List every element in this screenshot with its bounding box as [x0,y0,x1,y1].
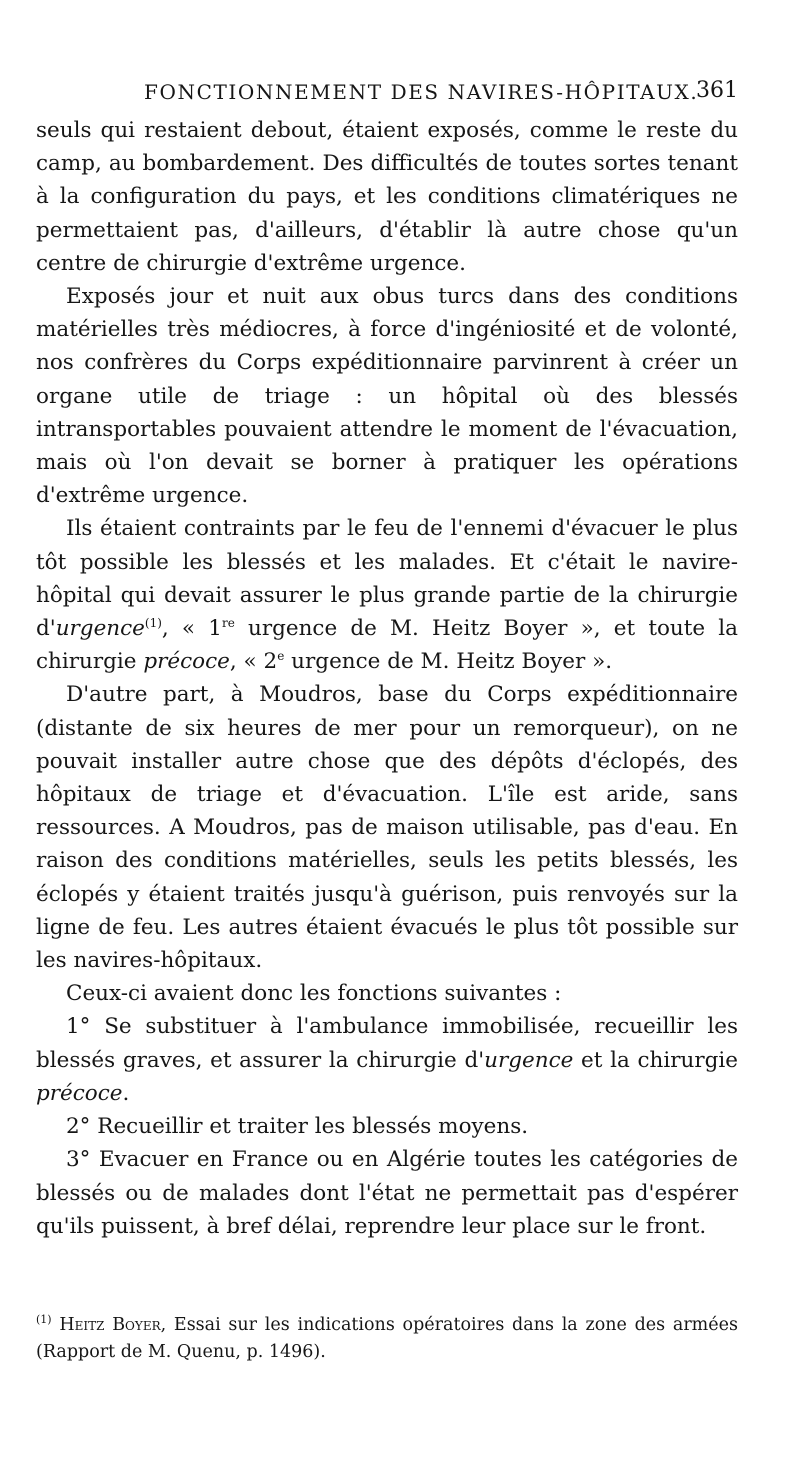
paragraph-3 [36,512,738,678]
paragraph-3-text: , « 1 [161,616,222,642]
list-item-2-text: 2° Recueillir et traiter les blessés moyens. [66,1114,529,1140]
list-item-2 [36,1110,738,1143]
list-item-3 [36,1143,738,1243]
italic-urgence: urgence [484,1047,574,1073]
italic-precoce: précoce [36,1080,123,1106]
italic-precoce: précoce [143,649,230,675]
paragraph-5 [36,977,738,1010]
paragraph-3-text: urgence de M. Heitz Boyer », et toute la chirurgie [36,616,738,675]
running-title: FONCTIONNEMENT DES NAVIRES-HÔPITAUX. [144,80,699,104]
paragraph-3-text: , « 2 [229,649,278,675]
page-header [36,78,738,108]
ordinal-superscript: e [277,649,285,664]
footnote-ref: (1) [144,615,162,630]
paragraph-5-text: Ceux-ci avaient donc les fonctions suivantes : [66,981,562,1007]
paragraph-3-text: Ils étaient contraints par le feu de l'ennemi d'évacuer le plus tôt possible les blessés et les malades. Et c'était le navire-hôpital qui devait assurer le plus grande partie de la chirurgie d' [36,516,738,642]
footnote-text: , Essai sur les indications opératoires dans la zone des armées (Rapport de M. Quenu, p. 1496). [36,1314,738,1362]
paragraph-2-text: Exposés jour et nuit aux obus turcs dans des conditions matérielles très médiocres, à force d'ingéniosité et de volonté, nos confrères du Corps expéditionnaire parvinrent à créer un organe utile de triage : un hôpital où des blessés intransportables pouvaient attendre le moment de l'évacuation, mais où l'on devait se borner à pratiquer les opérations d'extrême urgence. [36,284,738,509]
list-item-1 [36,1010,738,1110]
italic-urgence: urgence [55,616,145,642]
paragraph-1-text: seuls qui restaient debout, étaient exposés, comme le reste du camp, au bombardement. Des difficultés de toutes sortes tenant à la configuration du pays, et les conditions climatériques ne permettaient pas, d'ailleurs, d'établir là autre chose qu'un centre de chirurgie d'extrême urgence. [36,118,738,276]
list-item-1-text: et la chirurgie [573,1047,739,1073]
list-item-3-text: 3° Evacuer en France ou en Algérie toutes les catégories de blessés ou de malades dont l'état ne permettait pas d'espérer qu'ils puissent, à bref délai, reprendre leur place sur le front. [36,1147,738,1239]
footnote [36,1306,738,1366]
footnote-marker: (1) [36,1313,52,1326]
page-number: 361 [696,78,738,103]
paragraph-2 [36,280,738,512]
list-item-1-text: . [122,1080,130,1106]
footnote-author: Heitz Boyer [59,1314,161,1335]
body-text [36,114,738,1243]
ordinal-superscript: re [221,615,235,630]
paragraph-3-text: urgence de M. Heitz Boyer ». [284,649,613,675]
list-item-1-text: 1° Se substituer à l'ambulance immobilisée, recueillir les blessés graves, et assurer la chirurgie d' [36,1014,738,1073]
paragraph-4-text: D'autre part, à Moudros, base du Corps expéditionnaire (distante de six heures de mer pour un remorqueur), on ne pouvait installer autre chose que des dépôts d'éclopés, des hôpitaux de triage et d'évacuation. L'île est aride, sans ressources. A Moudros, pas de maison utilisable, pas d'eau. En raison des conditions matérielles, seuls les petits blessés, les éclopés y étaient traités jusqu'à guérison, puis renvoyés sur la ligne de feu. Les autres étaient évacués le plus tôt possible sur les navires-hôpitaux. [36,682,738,974]
paragraph-1 [36,114,738,280]
paragraph-4 [36,678,738,977]
